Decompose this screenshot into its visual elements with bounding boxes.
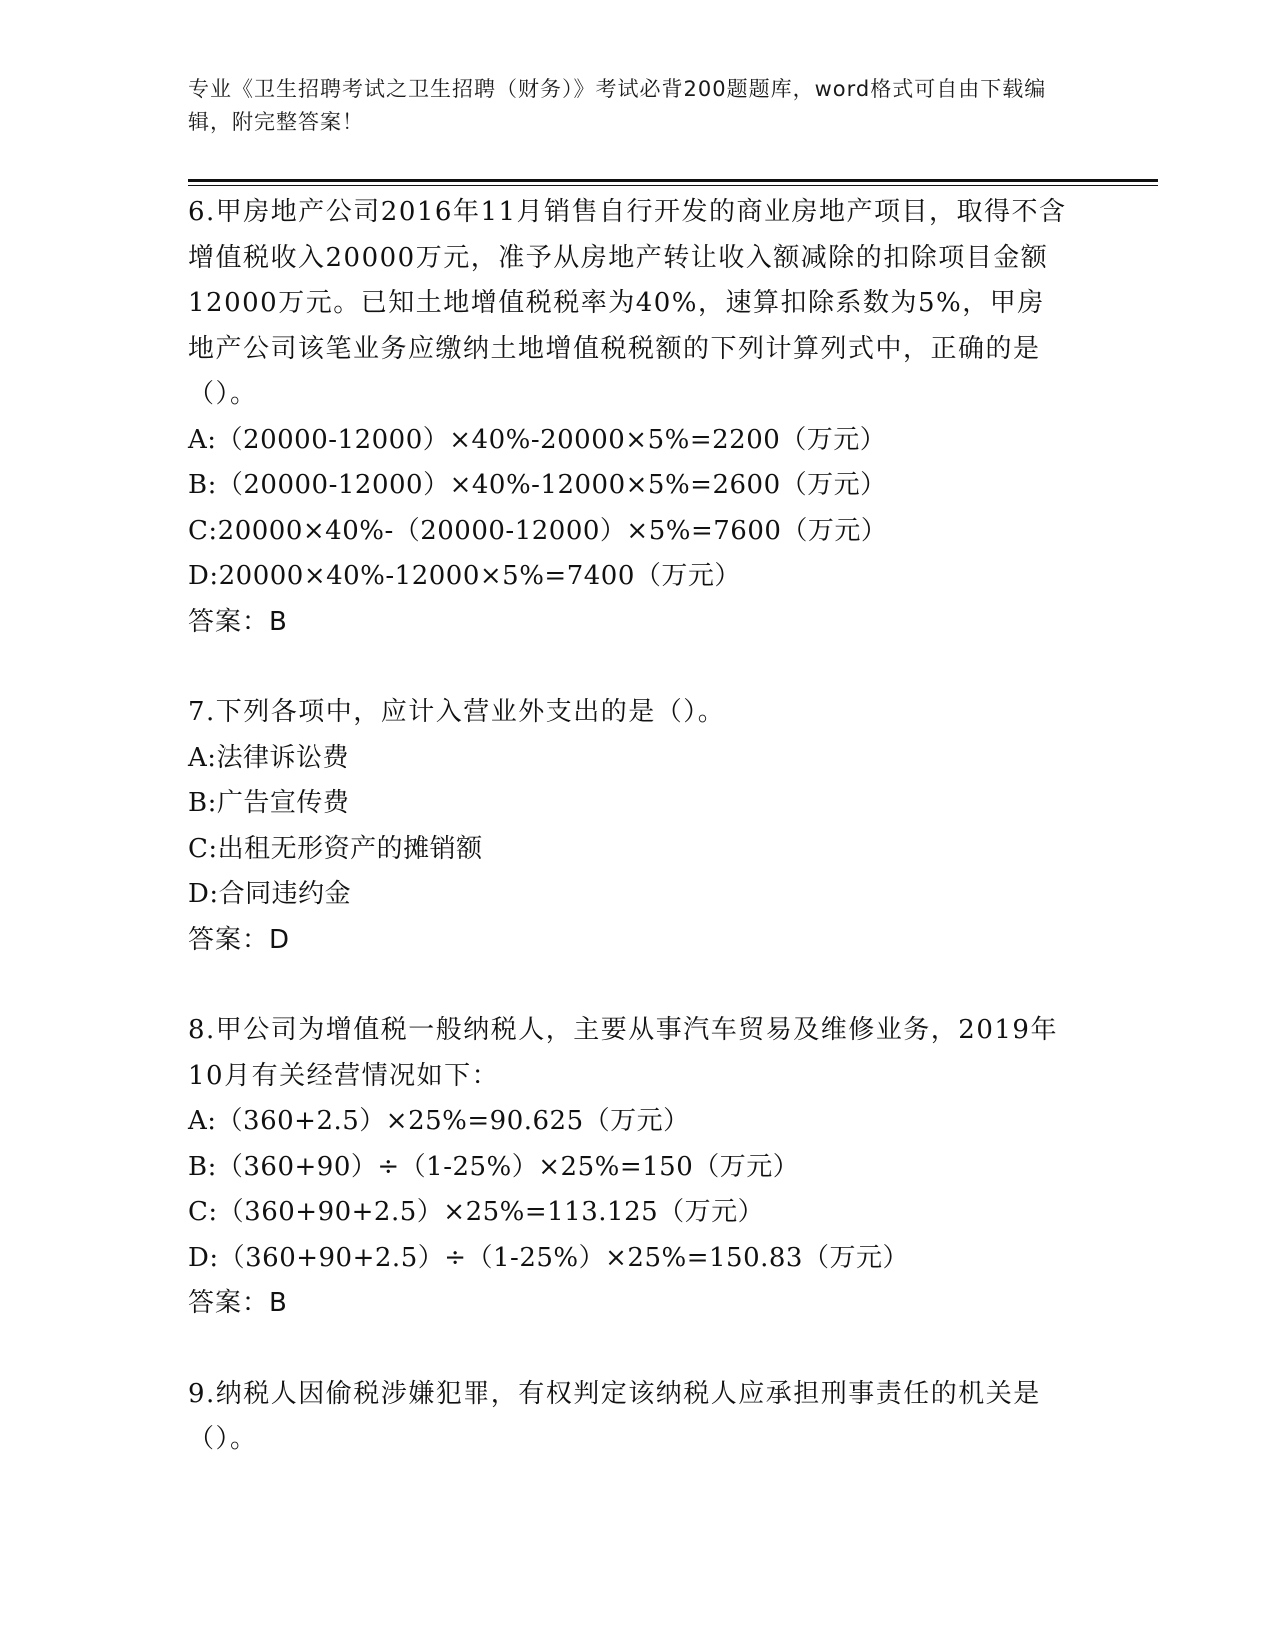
option-c: C:20000×40%-（20000-12000）×5%=7600（万元） bbox=[188, 515, 888, 546]
question-7 bbox=[188, 690, 1068, 963]
answer: 答案：B bbox=[188, 606, 288, 637]
option-c: C:（360+90+2.5）×25%=113.125（万元） bbox=[188, 1197, 765, 1227]
header-rule-thin bbox=[188, 185, 1158, 186]
spacer bbox=[188, 1327, 1068, 1372]
option-a: A:（20000-12000）×40%-20000×5%=2200（万元） bbox=[188, 424, 887, 455]
option-a: A:法律诉讼费 bbox=[188, 742, 350, 773]
option-c: C:出租无形资产的摊销额 bbox=[188, 833, 483, 864]
option-b: B:（20000-12000）×40%-12000×5%=2600（万元） bbox=[188, 470, 887, 500]
option-b: B:（360+90）÷（1-25%）×25%=150（万元） bbox=[188, 1151, 800, 1182]
question-stem: 9.纳税人因偷税涉嫌犯罪，有权判定该纳税人应承担刑事责任的机关是（）。 bbox=[188, 1378, 1041, 1454]
answer: 答案：D bbox=[188, 924, 291, 955]
header-rule-thick bbox=[188, 179, 1158, 182]
question-6 bbox=[188, 190, 1068, 645]
option-a: A:（360+2.5）×25%=90.625（万元） bbox=[188, 1106, 690, 1136]
question-stem: 6.甲房地产公司2016年11月销售自行开发的商业房地产项目，取得不含增值税收入20000万元，准予从房地产转让收入额减除的扣除项目金额12000万元。已知土地增值税税率为40%，速算扣除系数为5%，甲房地产公司该笔业务应缴纳土地增值税税额的下列计算列式中，正确的是（）。 bbox=[188, 197, 1067, 409]
option-d: D:（360+90+2.5）÷（1-25%）×25%=150.83（万元） bbox=[188, 1242, 909, 1273]
spacer bbox=[188, 963, 1068, 1008]
question-list bbox=[188, 190, 1068, 1463]
document-header: 专业《卫生招聘考试之卫生招聘（财务）》考试必背200题题库，word格式可自由下载编辑，附完整答案！ bbox=[188, 77, 1047, 134]
option-b: B:广告宣传费 bbox=[188, 788, 350, 818]
question-8 bbox=[188, 1008, 1068, 1327]
question-stem: 7.下列各项中，应计入营业外支出的是（）。 bbox=[188, 697, 726, 727]
question-9 bbox=[188, 1372, 1068, 1463]
question-stem: 8.甲公司为增值税一般纳税人，主要从事汽车贸易及维修业务，2019年10月有关经营情况如下： bbox=[188, 1015, 1058, 1091]
option-d: D:合同违约金 bbox=[188, 879, 352, 909]
spacer bbox=[188, 645, 1068, 690]
answer: 答案：B bbox=[188, 1288, 288, 1318]
option-d: D:20000×40%-12000×5%=7400（万元） bbox=[188, 561, 741, 591]
